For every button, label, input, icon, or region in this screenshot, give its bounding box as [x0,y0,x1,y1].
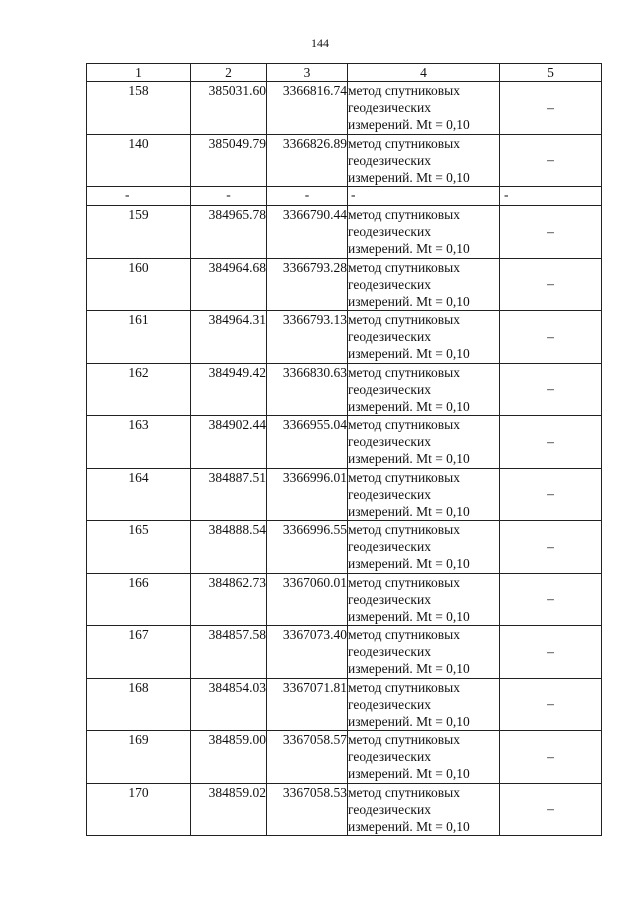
method-line: измерений. Mt = 0,10 [348,608,470,624]
method-line: геодезических [348,486,431,502]
table-row [87,573,602,626]
method-line: геодезических [348,749,431,764]
method-line: метод спутниковых [348,469,460,485]
x-coordinate-cell: 384888.54 [191,521,267,574]
x-coordinate-cell: 385031.60 [191,82,267,135]
method-cell [348,573,500,626]
coordinates-table [86,63,602,836]
method-line: метод спутниковых [348,364,460,380]
method-line: геодезических [348,152,431,168]
method-cell [348,468,500,521]
method-cell [348,731,500,784]
x-coordinate-cell: 384862.73 [191,573,267,626]
x-coordinate-cell: 384854.03 [191,678,267,731]
point-number-cell: 167 [87,626,191,679]
separator-cell: - [191,187,267,206]
method-line: метод спутниковых [348,135,460,151]
method-line: измерений. Mt = 0,10 [348,766,470,781]
separator-cell: - [500,187,602,206]
point-number-cell: 168 [87,678,191,731]
y-coordinate-cell: 3367058.53 [267,783,348,836]
column-header: 5 [500,64,602,82]
point-number-cell: 160 [87,258,191,311]
method-line: метод спутниковых [348,784,460,800]
point-number-cell: 166 [87,573,191,626]
point-number-cell: 169 [87,731,191,784]
y-coordinate-cell: 3367058.57 [267,731,348,784]
y-coordinate-cell: 3367060.01 [267,573,348,626]
table-row [87,468,602,521]
method-cell [348,311,500,364]
method-line: геодезических [348,539,431,554]
separator-cell: - [87,187,191,206]
x-coordinate-cell: 384949.42 [191,363,267,416]
column-header: 1 [87,64,191,82]
table-row [87,678,602,731]
accuracy-cell: – [500,258,602,311]
table-header-row [87,64,602,82]
point-number-cell: 158 [87,82,191,135]
method-line: геодезических [348,329,431,344]
table-row [87,363,602,416]
method-line: геодезических [348,381,431,397]
table-row [87,82,602,135]
method-line: метод спутниковых [348,679,460,695]
method-line: метод спутниковых [348,522,460,537]
method-line: измерений. Mt = 0,10 [348,503,470,519]
x-coordinate-cell: 384857.58 [191,626,267,679]
x-coordinate-cell: 384902.44 [191,416,267,469]
method-line: измерений. Mt = 0,10 [348,661,470,676]
point-number-cell: 162 [87,363,191,416]
column-header: 4 [348,64,500,82]
table-row [87,311,602,364]
x-coordinate-cell: 384964.68 [191,258,267,311]
y-coordinate-cell: 3367073.40 [267,626,348,679]
method-line: геодезических [348,644,431,659]
method-line: метод спутниковых [348,732,460,747]
method-line: геодезических [348,276,431,292]
accuracy-cell: – [500,678,602,731]
method-line: измерений. Mt = 0,10 [348,398,470,414]
method-line: измерений. Mt = 0,10 [348,293,470,309]
point-number-cell: 163 [87,416,191,469]
method-line: геодезических [348,434,431,449]
point-number-cell: 164 [87,468,191,521]
separator-row [87,187,602,206]
y-coordinate-cell: 3366996.55 [267,521,348,574]
method-line: геодезических [348,696,431,712]
y-coordinate-cell: 3366955.04 [267,416,348,469]
accuracy-cell: – [500,311,602,364]
method-line: метод спутниковых [348,207,460,222]
method-line: измерений. Mt = 0,10 [348,713,470,729]
method-cell [348,82,500,135]
y-coordinate-cell: 3366793.13 [267,311,348,364]
accuracy-cell: – [500,521,602,574]
method-line: метод спутниковых [348,312,460,327]
column-header: 3 [267,64,348,82]
method-line: измерений. Mt = 0,10 [348,169,470,185]
method-line: измерений. Mt = 0,10 [348,346,470,361]
table-row [87,731,602,784]
point-number-cell: 159 [87,206,191,259]
y-coordinate-cell: 3366830.63 [267,363,348,416]
method-line: геодезических [348,591,431,607]
method-line: измерений. Mt = 0,10 [348,818,470,834]
method-line: измерений. Mt = 0,10 [348,556,470,571]
method-line: метод спутниковых [348,417,460,432]
accuracy-cell: – [500,783,602,836]
table-row [87,134,602,187]
point-number-cell: 161 [87,311,191,364]
column-header: 2 [191,64,267,82]
method-line: измерений. Mt = 0,10 [348,451,470,466]
table-row [87,416,602,469]
method-line: геодезических [348,801,431,817]
point-number-cell: 165 [87,521,191,574]
x-coordinate-cell: 384964.31 [191,311,267,364]
method-line: метод спутниковых [348,83,460,98]
method-cell [348,678,500,731]
accuracy-cell: – [500,573,602,626]
table-row [87,258,602,311]
y-coordinate-cell: 3366826.89 [267,134,348,187]
accuracy-cell: – [500,206,602,259]
method-cell [348,206,500,259]
table-row [87,521,602,574]
y-coordinate-cell: 3366793.28 [267,258,348,311]
page-number: 144 [311,36,329,50]
accuracy-cell: – [500,134,602,187]
table-row [87,626,602,679]
y-coordinate-cell: 3366816.74 [267,82,348,135]
accuracy-cell: – [500,731,602,784]
method-cell [348,416,500,469]
method-cell [348,626,500,679]
point-number-cell: 170 [87,783,191,836]
table-body [87,82,602,836]
accuracy-cell: – [500,363,602,416]
method-cell [348,783,500,836]
y-coordinate-cell: 3367071.81 [267,678,348,731]
x-coordinate-cell: 384965.78 [191,206,267,259]
table-row [87,206,602,259]
method-cell [348,521,500,574]
method-line: метод спутниковых [348,574,460,590]
method-line: измерений. Mt = 0,10 [348,117,470,132]
method-cell [348,363,500,416]
table-row [87,783,602,836]
method-cell [348,258,500,311]
accuracy-cell: – [500,82,602,135]
method-line: метод спутниковых [348,627,460,642]
x-coordinate-cell: 385049.79 [191,134,267,187]
y-coordinate-cell: 3366790.44 [267,206,348,259]
x-coordinate-cell: 384887.51 [191,468,267,521]
accuracy-cell: – [500,626,602,679]
accuracy-cell: – [500,416,602,469]
point-number-cell: 140 [87,134,191,187]
method-line: метод спутниковых [348,259,460,275]
y-coordinate-cell: 3366996.01 [267,468,348,521]
separator-cell: - [348,187,500,206]
x-coordinate-cell: 384859.00 [191,731,267,784]
separator-cell: - [267,187,348,206]
x-coordinate-cell: 384859.02 [191,783,267,836]
method-line: измерений. Mt = 0,10 [348,241,470,256]
method-line: геодезических [348,100,431,115]
accuracy-cell: – [500,468,602,521]
method-line: геодезических [348,224,431,239]
method-cell [348,134,500,187]
